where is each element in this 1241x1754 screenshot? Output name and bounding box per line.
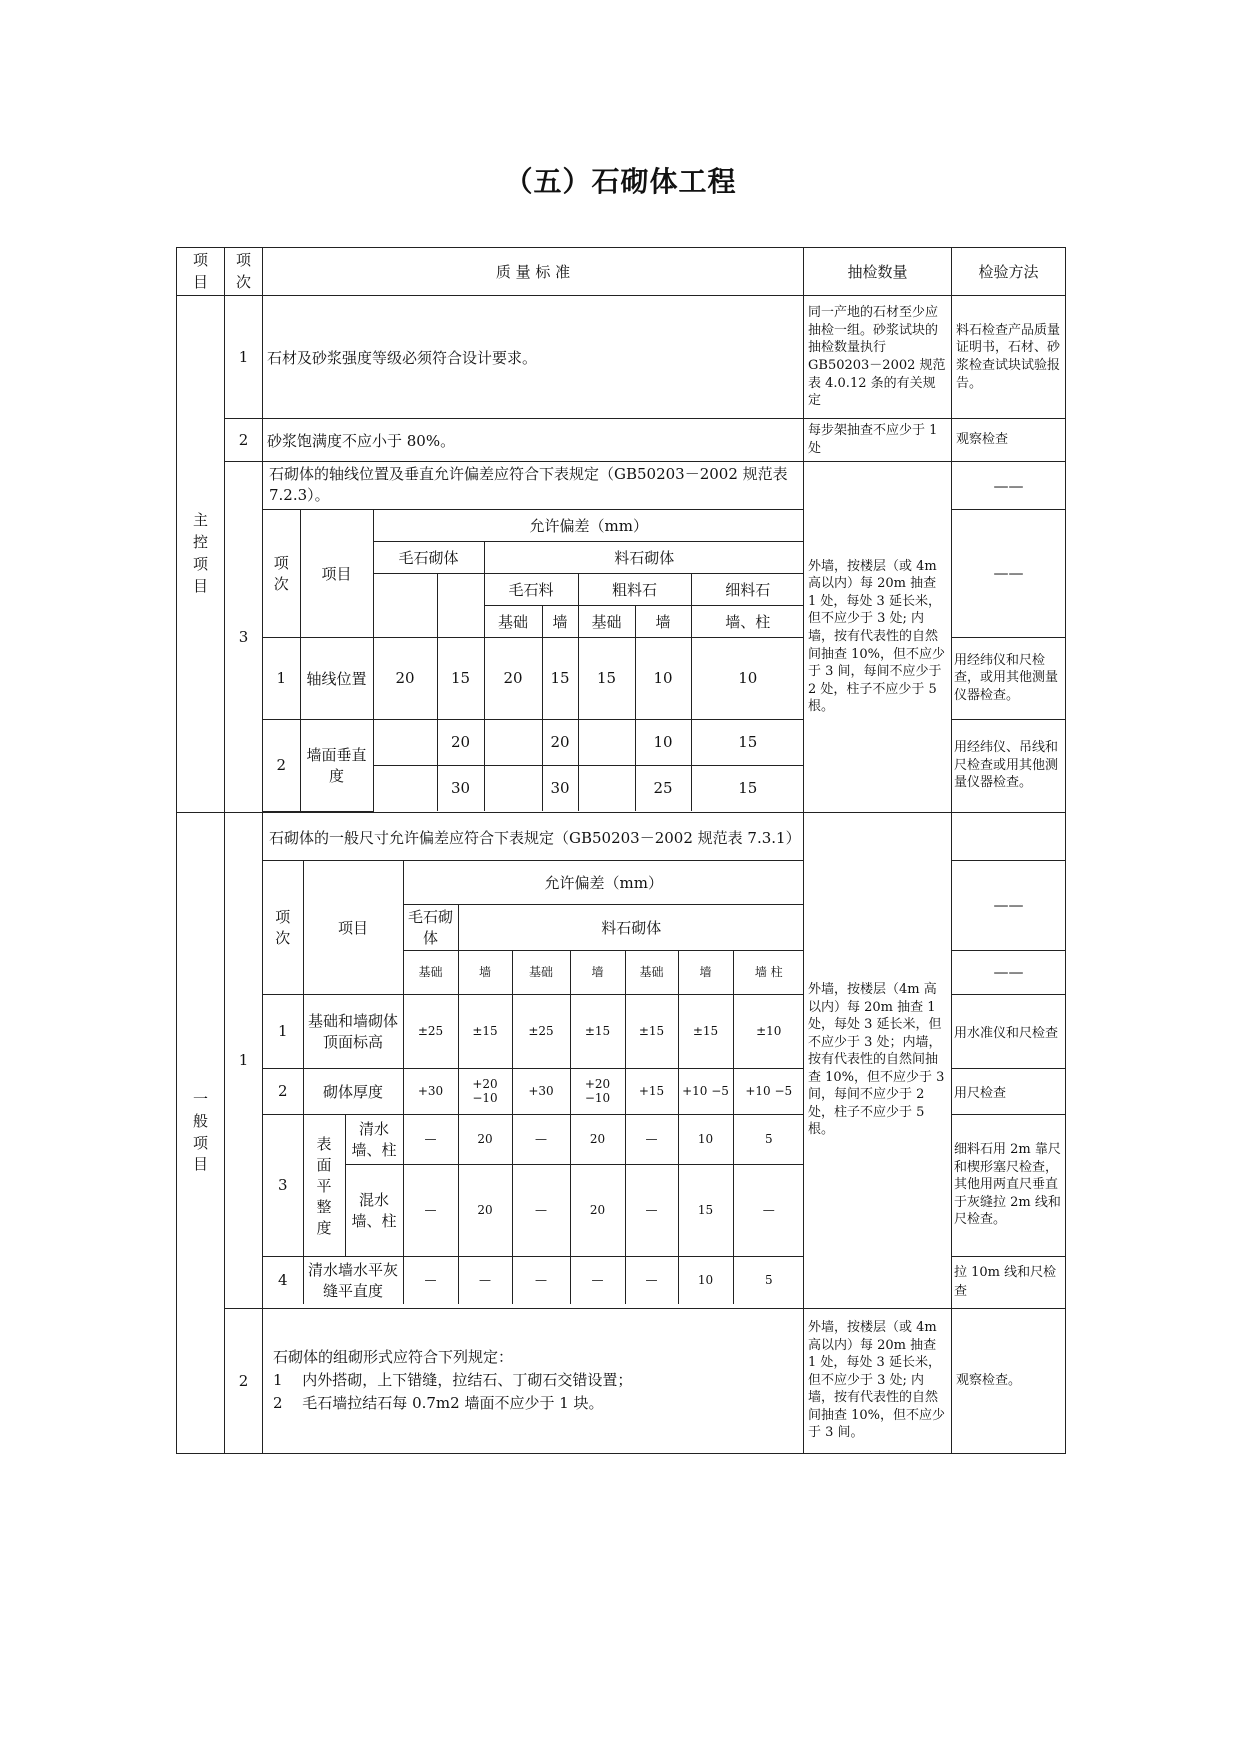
standard-line: 石砌体的组砌形式应符合下列规定： [273, 1347, 514, 1366]
nested-seq: 1 [263, 994, 303, 1068]
nested-value [373, 719, 437, 765]
nested-header-rubble: 毛石砌体 [403, 904, 458, 950]
row-sampling: 外墙，按楼层（4m 高以内）每 20m 抽查 1 处，每处 3 延长米，但不应少于 3 处；内墙，按有代表性的自然间抽查 10%，但不应少于 3 间，每间不应少于 2 处，柱子不应少于 5 根。 [804, 812, 952, 1308]
quality-standard-table [176, 247, 1066, 1454]
nested-value: +10 −5 [678, 1068, 733, 1114]
nested-header-ashlar: 料石砌体 [484, 541, 804, 573]
nested-header-seq: 项 次 [263, 860, 303, 994]
nested-value [373, 765, 437, 811]
nested-item: 墙面垂直度 [300, 719, 373, 811]
nested-seq: 3 [263, 1114, 303, 1256]
nested-value: ±15 [678, 994, 733, 1068]
method-dash: —— [952, 860, 1065, 950]
nested-value: 10 [691, 637, 804, 719]
row-sampling: 同一产地的石材至少应抽检一组。砂浆试块的抽检数量执行 GB50203－2002 规范表 4.0.12 条的有关规定 [804, 296, 952, 419]
nested-item: 基础和墙砌体顶面标高 [303, 994, 403, 1068]
table-header-row [177, 248, 1066, 296]
nested-value [484, 765, 542, 811]
nested-value: ±15 [458, 994, 512, 1068]
nested-item: 轴线位置 [300, 637, 373, 719]
header-seq: 项 次 [225, 248, 263, 296]
general-size-table [263, 816, 804, 1304]
nested-sub-header: 基础 [403, 950, 458, 994]
nested-value: 20 [458, 1114, 512, 1164]
nested-value: 10 [678, 1256, 733, 1304]
nested-value: 5 [733, 1114, 804, 1164]
nested-value: 30 [542, 765, 578, 811]
nested-value [484, 719, 542, 765]
standard-line: 2 毛石墙拉结石每 0.7m2 墙面不应少于 1 块。 [273, 1394, 604, 1413]
row-method: 观察检查 [952, 419, 1066, 462]
nested-value: — [512, 1256, 570, 1304]
nested-value: — [625, 1164, 678, 1256]
nested-value: 15 [691, 765, 804, 811]
nested-item: 混水墙、柱 [345, 1164, 403, 1256]
nested-value: — [458, 1256, 512, 1304]
nested-value: 20 [458, 1164, 512, 1256]
nested-seq: 2 [263, 1068, 303, 1114]
nested-header-item: 项目 [303, 860, 403, 994]
row-seq: 1 [225, 296, 263, 419]
header-item: 项 目 [177, 248, 225, 296]
nested-value [578, 765, 635, 811]
nested-value: 10 [678, 1114, 733, 1164]
table-row [177, 812, 1066, 1308]
axis-intro: 石砌体的轴线位置及垂直允许偏差应符合下表规定（GB50203－2002 规范表 7.2.3）。 [263, 462, 804, 509]
general-size-block [263, 812, 804, 1308]
nested-item: 清水墙、柱 [345, 1114, 403, 1164]
nested-header-foundation: 基础 [578, 605, 635, 637]
row-seq: 2 [225, 419, 263, 462]
row-method-block [952, 462, 1066, 813]
row-sampling: 外墙，按楼层（或 4m 高以内）每 20m 抽查 1 处，每处 3 延长米，但不应少于 3 处; 内墙，按有代表性的自然间抽查 10%，但不应少于 3 间，每间不应少于 2 处，柱子不应少于 5 根。 [804, 462, 952, 813]
nested-blank [373, 573, 437, 637]
nested-value: 20 [570, 1114, 625, 1164]
nested-value: 10 [635, 719, 691, 765]
row-standard: 石材及砂浆强度等级必须符合设计要求。 [263, 296, 804, 419]
row-sampling: 外墙，按楼层（或 4m 高以内）每 20m 抽查 1 处，每处 3 延长米，但不应少于 3 处; 内墙，按有代表性的自然间抽查 10%，但不应少于 3 间。 [804, 1308, 952, 1453]
nested-header-allow: 允许偏差（mm） [403, 860, 804, 904]
nested-header-ashlar: 料石砌体 [458, 904, 804, 950]
nested-value: +10 −5 [733, 1068, 804, 1114]
axis-deviation-table [263, 462, 804, 812]
nested-value: 10 [635, 637, 691, 719]
header-sampling: 抽检数量 [804, 248, 952, 296]
nested-value [578, 719, 635, 765]
nested-value: 20 [373, 637, 437, 719]
general-label: 一 般 项 目 [177, 812, 225, 1453]
nested-value: — [625, 1114, 678, 1164]
nested-value: — [403, 1164, 458, 1256]
nested-value: — [733, 1164, 804, 1256]
nested-value: +20 −10 [458, 1068, 512, 1114]
nested-value: 15 [542, 637, 578, 719]
nested-sub-header: 基础 [625, 950, 678, 994]
method-thickness: 用尺检查 [952, 1068, 1065, 1114]
nested-header-seq: 项 次 [263, 509, 300, 637]
row-seq: 2 [225, 1308, 263, 1453]
nested-value: ±10 [733, 994, 804, 1068]
table-row [177, 419, 1066, 462]
nested-sub-header: 墙 [570, 950, 625, 994]
row-sampling: 每步架抽查不应少于 1 处 [804, 419, 952, 462]
nested-header-rubble-ashlar: 毛石料 [484, 573, 578, 605]
nested-value: 15 [437, 637, 484, 719]
nested-group: 表 面 平 整 度 [303, 1114, 345, 1256]
nested-item: 清水墙水平灰缝平直度 [303, 1256, 403, 1304]
nested-value: 20 [437, 719, 484, 765]
nested-sub-header: 墙 [458, 950, 512, 994]
nested-header-wall: 墙 [542, 605, 578, 637]
nested-header-coarse: 粗料石 [578, 573, 691, 605]
method-dash: —— [952, 462, 1065, 509]
nested-value: ±15 [570, 994, 625, 1068]
table-row [177, 296, 1066, 419]
nested-header-wall: 墙 [635, 605, 691, 637]
row-seq: 3 [225, 462, 263, 813]
nested-item: 砌体厚度 [303, 1068, 403, 1114]
nested-sub-header: 基础 [512, 950, 570, 994]
row-standard: 砂浆饱满度不应小于 80%。 [263, 419, 804, 462]
table-row [177, 462, 1066, 813]
nested-value: — [403, 1114, 458, 1164]
nested-seq: 2 [263, 719, 300, 811]
nested-header-wallcol: 墙、柱 [691, 605, 804, 637]
nested-value: +20 −10 [570, 1068, 625, 1114]
row-seq: 1 [225, 812, 263, 1308]
nested-value: 30 [437, 765, 484, 811]
nested-sub-header: 墙 柱 [733, 950, 804, 994]
nested-value: — [512, 1114, 570, 1164]
nested-header-rubble: 毛石砌体 [373, 541, 484, 573]
method-vertical: 用经纬仪、吊线和尺检查或用其他测量仪器检查。 [952, 719, 1065, 811]
nested-value: 15 [678, 1164, 733, 1256]
nested-value: 15 [578, 637, 635, 719]
nested-seq: 1 [263, 637, 300, 719]
row-method-block [952, 812, 1066, 1308]
nested-value: +30 [512, 1068, 570, 1114]
page-title: （五）石砌体工程 [504, 165, 737, 198]
main-control-label: 主 控 项 目 [177, 296, 225, 813]
nested-header-fine: 细料石 [691, 573, 804, 605]
method-axis: 用经纬仪和尺检查，或用其他测量仪器检查。 [952, 637, 1065, 719]
nested-value: +15 [625, 1068, 678, 1114]
method-elevation: 用水准仪和尺检查 [952, 994, 1065, 1068]
header-method: 检验方法 [952, 248, 1066, 296]
nested-value: — [512, 1164, 570, 1256]
nested-seq: 4 [263, 1256, 303, 1304]
axis-deviation-block [263, 462, 804, 813]
table-row [177, 1308, 1066, 1453]
nested-value: — [570, 1256, 625, 1304]
standard-line: 1 内外搭砌，上下错缝，拉结石、丁砌石交错设置； [273, 1370, 633, 1389]
method-flatness: 细料石用 2m 靠尺和楔形塞尺检查，其他用两直尺垂直于灰缝拉 2m 线和尺检查。 [952, 1114, 1065, 1256]
nested-header-foundation: 基础 [484, 605, 542, 637]
general-intro: 石砌体的一般尺寸允许偏差应符合下表规定（GB50203－2002 规范表 7.3.1） [263, 816, 804, 860]
nested-value: ±15 [625, 994, 678, 1068]
nested-value: 20 [484, 637, 542, 719]
method-straightness: 拉 10m 线和尺检查 [952, 1256, 1065, 1304]
nested-blank [437, 573, 484, 637]
nested-value: — [403, 1256, 458, 1304]
nested-header-item: 项目 [300, 509, 373, 637]
nested-value: ±25 [512, 994, 570, 1068]
nested-value: 25 [635, 765, 691, 811]
nested-header-allow: 允许偏差（mm） [373, 509, 804, 541]
nested-value: ±25 [403, 994, 458, 1068]
row-method: 观察检查。 [952, 1308, 1066, 1453]
nested-value: 20 [570, 1164, 625, 1256]
row-method: 料石检查产品质量证明书，石材、砂浆检查试块试验报告。 [952, 296, 1066, 419]
nested-value: +30 [403, 1068, 458, 1114]
method-dash: —— [952, 950, 1065, 994]
nested-value: 20 [542, 719, 578, 765]
nested-value: — [625, 1256, 678, 1304]
nested-value: 15 [691, 719, 804, 765]
method-dash: —— [952, 509, 1065, 637]
row-standard [263, 1308, 804, 1453]
nested-sub-header: 墙 [678, 950, 733, 994]
nested-value: 5 [733, 1256, 804, 1304]
header-standard: 质 量 标 准 [263, 248, 804, 296]
